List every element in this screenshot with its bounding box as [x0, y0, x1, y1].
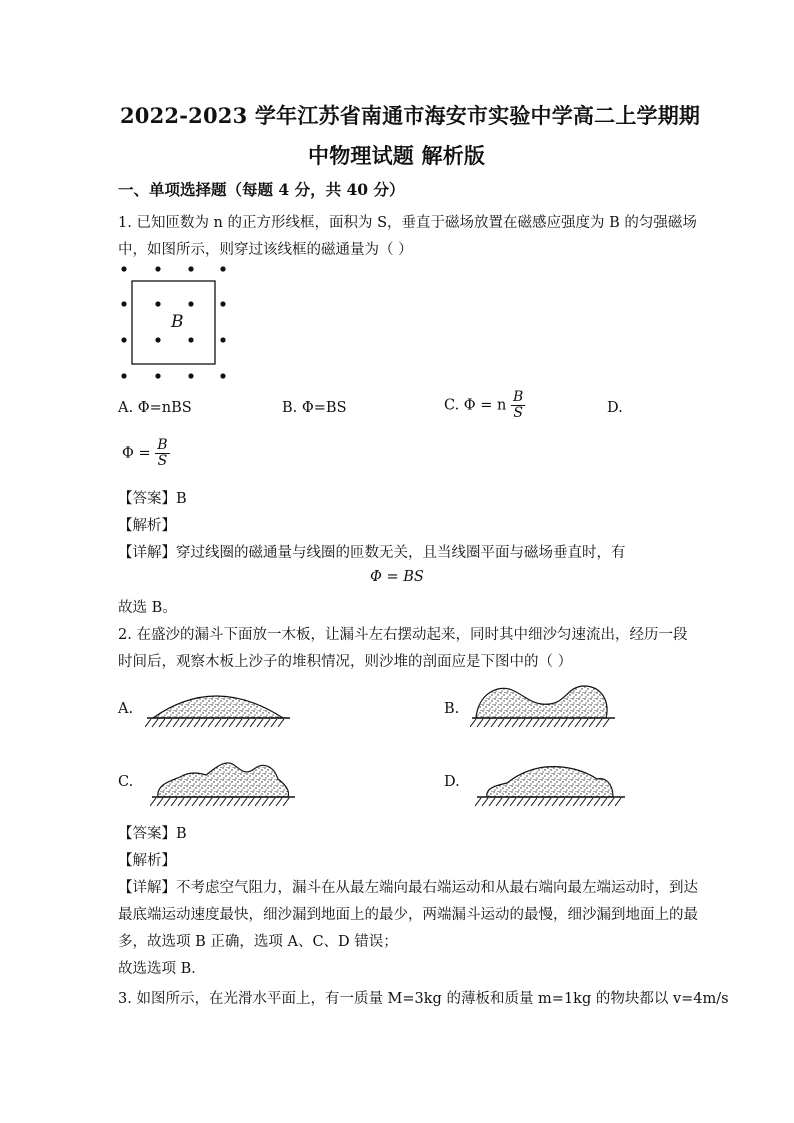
sand-pile-a — [145, 680, 295, 730]
q2-option-b-label: B. — [444, 701, 460, 717]
q2-conclusion: 故选选项 B． — [118, 961, 206, 977]
page-title-line1: 2022-2023 学年江苏省南通市海安市实验中学高二上学期期 — [120, 103, 701, 128]
q1-option-d-fraction — [155, 438, 169, 469]
page-title-line2: 中物理试题 解析版 — [308, 143, 486, 168]
q3-text-line1: 3. 如图所示，在光滑水平面上，有一质量 M=3kg 的薄板和质量 m=1kg 的物块都以 v=4m/s — [118, 991, 729, 1007]
q1-analysis-label: 【解析】 — [118, 518, 176, 534]
q2-option-a-label: A. — [118, 701, 134, 717]
q2-text-line1: 2. 在盛沙的漏斗下面放一木板，让漏斗左右摆动起来，同时其中细沙匀速流出，经历一段 — [118, 627, 688, 643]
q1-option-d-denominator: S — [157, 453, 168, 469]
q1-detail: 【详解】穿过线圈的磁通量与线圈的匝数无关，且当线圈平面与磁场垂直时，有 — [118, 545, 626, 561]
q2-analysis-label: 【解析】 — [118, 853, 176, 869]
sand-pile-d — [475, 755, 630, 810]
q1-option-c-fraction — [511, 390, 525, 421]
q1-answer: 【答案】B — [118, 491, 187, 507]
sand-pile-c — [150, 755, 300, 810]
q2-detail-line2: 最底端运动速度最快，细沙漏到地面上的最少，两端漏斗运动的最慢，细沙漏到地面上的最 — [118, 907, 698, 923]
q2-text-line2: 时间后，观察木板上沙子的堆积情况，则沙堆的剖面应是下图中的（ ） — [118, 654, 573, 670]
q2-detail-line3: 多，故选项 B 正确，选项 A、C、D 错误； — [118, 934, 398, 950]
q1-option-c — [444, 390, 525, 421]
q1-option-d-label: D. — [607, 400, 623, 416]
q1-option-d — [122, 438, 170, 469]
q2-detail-line1: 【详解】不考虑空气阻力，漏斗在从最左端向最右端运动和从最右端向最左端运动时，到达 — [118, 880, 698, 896]
sand-pile-b — [470, 680, 620, 730]
q1-text-line2: 中，如图所示，则穿过该线框的磁通量为（ ） — [118, 242, 413, 258]
q1-option-c-numerator: B — [513, 389, 524, 405]
q2-option-c-label: C. — [118, 774, 134, 790]
q1-formula: Φ = BS — [370, 569, 424, 585]
q1-option-d-numerator: B — [157, 437, 168, 453]
q2-option-d-label: D. — [444, 774, 460, 790]
field-label-b: B — [171, 312, 184, 332]
q1-option-d-prefix: Φ = — [122, 445, 151, 462]
q1-text-line1: 1. 已知匝数为 n 的正方形线框，面积为 S，垂直于磁场放置在磁感应强度为 B 的匀强磁场 — [118, 215, 697, 231]
q1-option-b: B. Φ=BS — [282, 400, 347, 416]
q1-option-c-prefix: C. Φ = n — [444, 397, 507, 414]
q1-option-a: A. Φ=nBS — [118, 400, 192, 416]
section-heading: 一、单项选择题（每题 4 分，共 40 分） — [118, 180, 405, 199]
q1-option-c-denominator: S — [513, 405, 523, 421]
q2-answer: 【答案】B — [118, 826, 187, 842]
q1-conclusion: 故选 B。 — [118, 600, 177, 616]
